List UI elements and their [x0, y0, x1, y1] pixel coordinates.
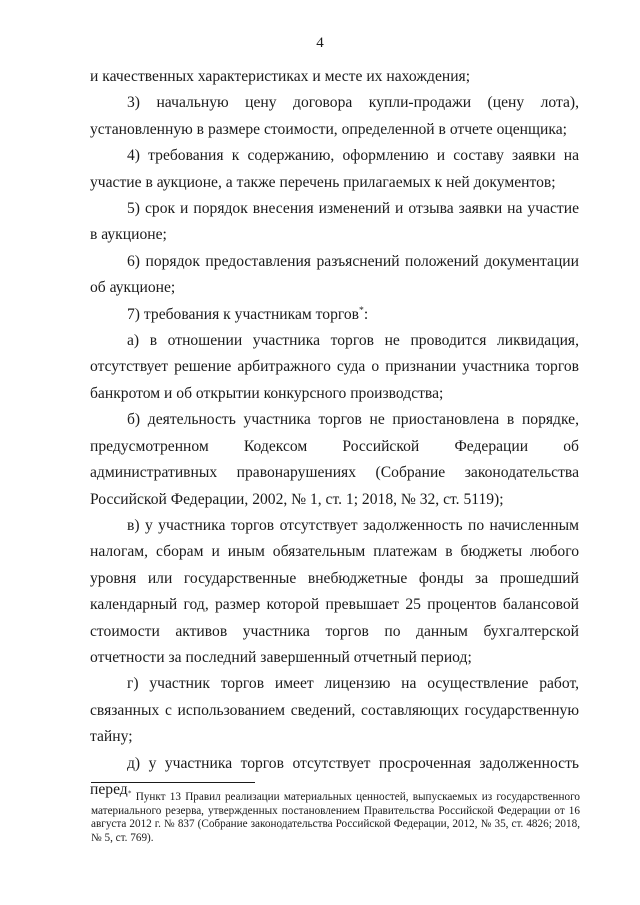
paragraph-continuation: и качественных характеристиках и месте их нахождения; — [90, 68, 471, 85]
subparagraph-g: г) участник торгов имеет лицензию на осуществление работ, связанных с использованием сведений, составляющих государственную тайну; — [90, 675, 579, 746]
footnote — [91, 791, 580, 845]
paragraph-item-6: 6) порядок предоставления разъяснений положений документации об аукционе; — [90, 252, 579, 297]
paragraph-item-7 — [90, 302, 579, 328]
body-text — [90, 64, 579, 803]
subparagraph-d: д) у участника торгов отсутствует просроченная задолженность перед — [90, 754, 579, 798]
subparagraph-v: в) у участника торгов отсутствует задолженность по начисленным налогам, сборам и иным обязательным платежам в бюджеты любого уровня или государственные внебюджетные фонды за прошедший календарный год, размер которой превышает 25 процентов балансовой стоимости активов участника торгов по данным бухгалтерской отчетности за последний завершенный отчетный период; — [90, 516, 579, 666]
subparagraph-b: б) деятельность участника торгов не приостановлена в порядке, предусмотренном Кодексом Российской Федерации об административных правонарушениях (Собрание законодательства Российской Федерации, 2002, № 1, ст. 1; 2018, № 32, ст. 5119); — [90, 411, 579, 508]
paragraph-item-4: 4) требования к содержанию, оформлению и составу заявки на участие в аукционе, а также перечень прилагаемых к ней документов; — [90, 147, 579, 191]
subparagraph-a: а) в отношении участника торгов не проводится ликвидация, отсутствует решение арбитражного суда о признании участника торгов банкротом и об открытии конкурсного производства; — [90, 332, 579, 402]
footnote-reference: * — [359, 304, 364, 316]
paragraph-item-3: 3) начальную цену договора купли-продажи (цену лота), установленную в размере стоимости, определенной в отчете оценщика; — [90, 94, 579, 138]
footnote-text: Пункт 13 Правил реализации материальных ценностей, выпускаемых из государственного материального резерва, утвержденных постановлением Правительства Российской Федерации от 16 августа 2012 г. № 837 (Собрание законодательства Российской Федерации, 2012, № 35, ст. 4826; 2018, № 5, ст. 769). — [91, 791, 581, 844]
page-number: 4 — [316, 35, 324, 51]
paragraph-item-7-colon: : — [363, 305, 369, 323]
footnote-divider — [91, 782, 255, 783]
paragraph-item-7-text: 7) требования к участникам торгов — [127, 305, 360, 323]
paragraph-item-5: 5) срок и порядок внесения изменений и отзыва заявки на участие в аукционе; — [90, 200, 579, 244]
footnote-marker: * — [128, 789, 132, 798]
